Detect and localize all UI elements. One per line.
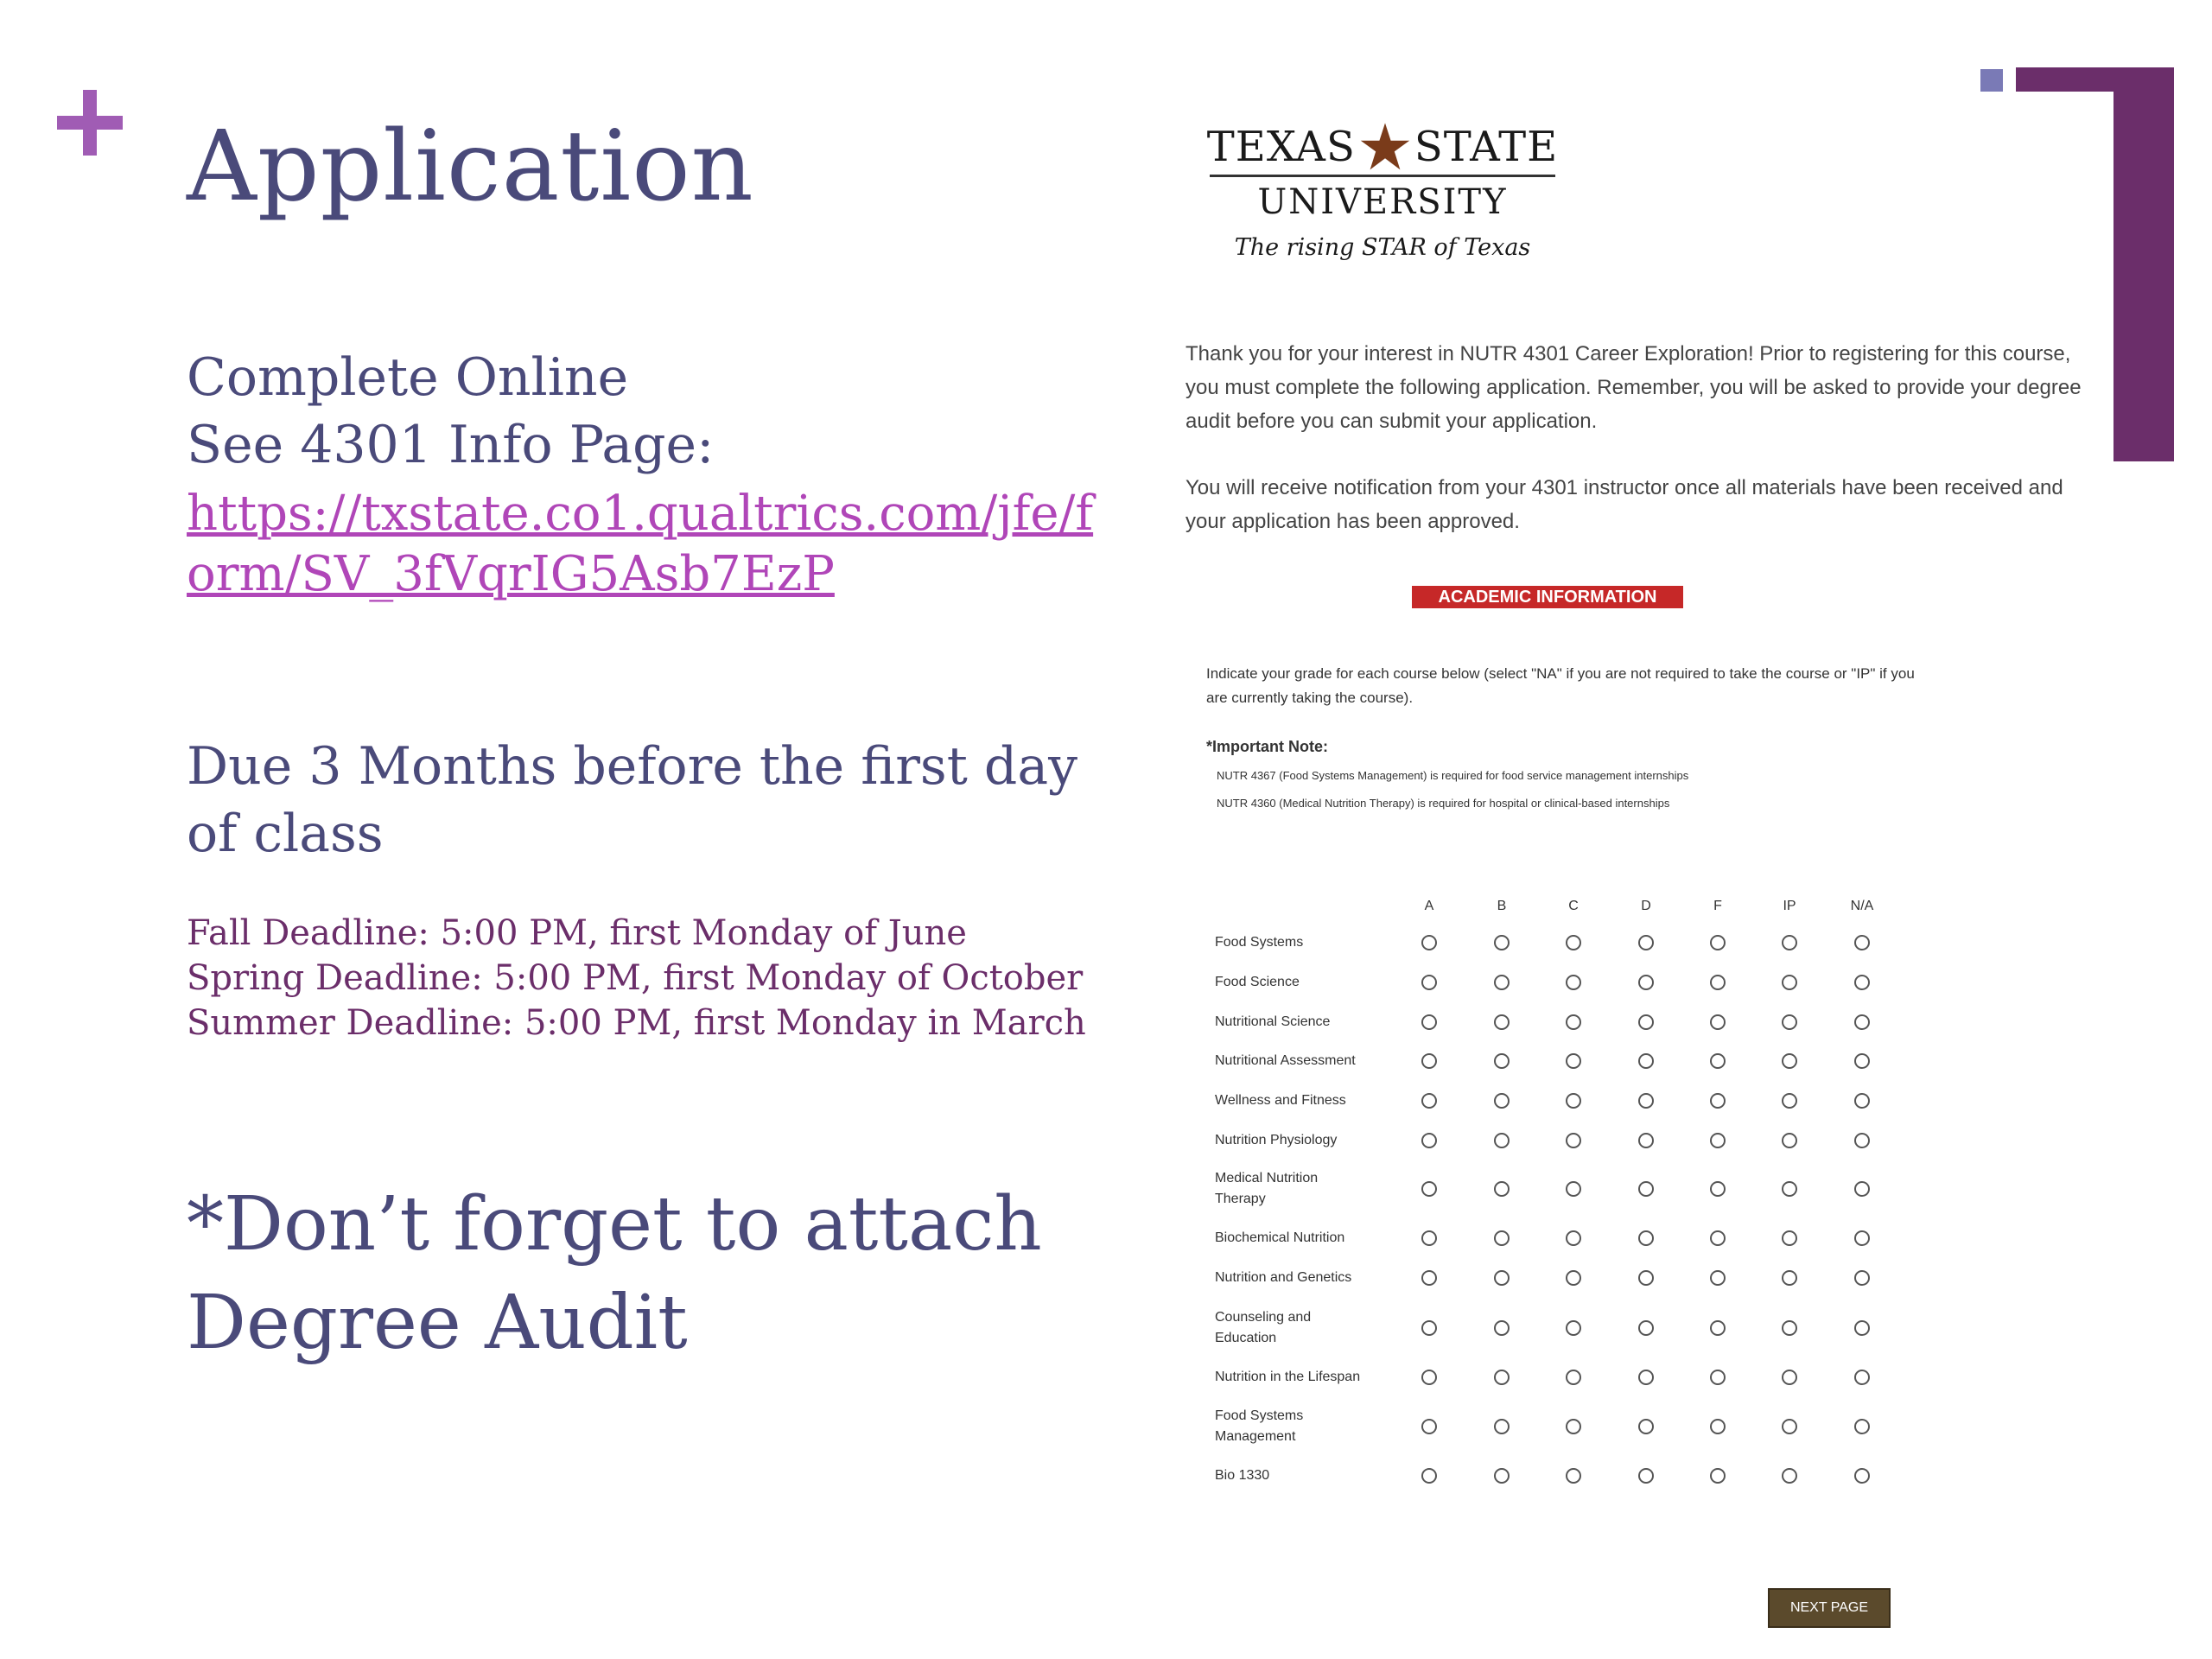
grade-radio[interactable] — [1710, 1419, 1726, 1434]
grade-column-header: A — [1424, 899, 1434, 913]
logo-tagline: The rising STAR of Texas — [1234, 234, 1531, 261]
grade-radio[interactable] — [1710, 1320, 1726, 1336]
course-label: Medical Nutrition Therapy — [1215, 1171, 1319, 1206]
grade-radio[interactable] — [1494, 935, 1510, 950]
online-line-2: See 4301 Info Page: — [187, 415, 715, 475]
grade-radio[interactable] — [1494, 1014, 1510, 1030]
grade-column-header: F — [1713, 899, 1722, 913]
grade-radio[interactable] — [1782, 1093, 1797, 1109]
grade-radio[interactable] — [1566, 1320, 1581, 1336]
grade-radio[interactable] — [1421, 1419, 1437, 1434]
next-page-button[interactable]: NEXT PAGE — [1768, 1588, 1891, 1628]
grade-radio[interactable] — [1421, 1181, 1437, 1197]
grade-radio[interactable] — [1566, 1468, 1581, 1484]
due-text: Due 3 Months before the first day of class — [187, 736, 1077, 864]
intro-paragraph-2: You will receive notification from your 4301 instructor once all materials have been received and your application has been approved. — [1185, 476, 2063, 533]
logo-word-texas: TEXAS — [1206, 123, 1356, 171]
grade-radio[interactable] — [1710, 935, 1726, 950]
grade-radio[interactable] — [1566, 1053, 1581, 1069]
grade-column-header: C — [1568, 899, 1579, 913]
grade-radio[interactable] — [1421, 1320, 1437, 1336]
grade-radio[interactable] — [1421, 935, 1437, 950]
grade-radio[interactable] — [1638, 975, 1654, 990]
important-note-2: NUTR 4360 (Medical Nutrition Therapy) is required for hospital or clinical-based internships — [1217, 797, 1670, 810]
grade-column-header: N/A — [1850, 899, 1874, 913]
online-instructions — [187, 344, 714, 479]
grade-radio[interactable] — [1421, 1468, 1437, 1484]
grade-radio[interactable] — [1710, 1370, 1726, 1385]
grade-radio[interactable] — [1421, 1093, 1437, 1109]
grade-radio[interactable] — [1566, 1270, 1581, 1286]
grade-radio[interactable] — [1782, 1053, 1797, 1069]
grade-radio[interactable] — [1782, 1014, 1797, 1030]
grade-radio[interactable] — [1638, 1419, 1654, 1434]
grade-radio[interactable] — [1566, 975, 1581, 990]
grade-radio[interactable] — [1494, 1093, 1510, 1109]
deadlines-list — [187, 911, 1086, 1046]
section-header: ACADEMIC INFORMATION — [1412, 586, 1683, 608]
slide-title: Application — [187, 111, 754, 223]
grade-radio[interactable] — [1566, 1370, 1581, 1385]
grade-radio[interactable] — [1710, 1270, 1726, 1286]
grade-radio[interactable] — [1782, 1133, 1797, 1148]
course-label: Nutritional Science — [1215, 1014, 1331, 1029]
grade-radio[interactable] — [1421, 1133, 1437, 1148]
grade-radio[interactable] — [1566, 1419, 1581, 1434]
grade-radio[interactable] — [1710, 1181, 1726, 1197]
grade-radio[interactable] — [1710, 975, 1726, 990]
course-label: Food Systems Management — [1215, 1408, 1304, 1444]
grade-radio[interactable] — [1638, 1370, 1654, 1385]
grade-radio[interactable] — [1710, 1053, 1726, 1069]
logo-word-state: STATE — [1414, 123, 1559, 171]
grade-radio[interactable] — [1566, 935, 1581, 950]
grade-radio[interactable] — [1638, 1053, 1654, 1069]
course-label: Nutrition Physiology — [1215, 1133, 1338, 1147]
grade-radio[interactable] — [1854, 1053, 1870, 1069]
grade-radio[interactable] — [1494, 1270, 1510, 1286]
grade-radio[interactable] — [1421, 1230, 1437, 1246]
grade-radio[interactable] — [1782, 935, 1797, 950]
grade-radio[interactable] — [1638, 1093, 1654, 1109]
grade-radio[interactable] — [1421, 1270, 1437, 1286]
grade-radio[interactable] — [1854, 1270, 1870, 1286]
grade-radio[interactable] — [1710, 1093, 1726, 1109]
grade-radio[interactable] — [1421, 1053, 1437, 1069]
deadline-summer: Summer Deadline: 5:00 PM, first Monday in March — [187, 1003, 1086, 1043]
grade-radio[interactable] — [1782, 1270, 1797, 1286]
grade-radio[interactable] — [1854, 1230, 1870, 1246]
grade-radio[interactable] — [1494, 1419, 1510, 1434]
grade-radio[interactable] — [1854, 935, 1870, 950]
grade-radio[interactable] — [1494, 975, 1510, 990]
course-label: Nutrition and Genetics — [1215, 1270, 1352, 1285]
grade-radio[interactable] — [1566, 1181, 1581, 1197]
grade-radio[interactable] — [1854, 1014, 1870, 1030]
attach-reminder: *Don’t forget to attach Degree Audit — [187, 1181, 1042, 1366]
grade-radio[interactable] — [1494, 1320, 1510, 1336]
grade-radio[interactable] — [1566, 1014, 1581, 1030]
grade-radio[interactable] — [1710, 1014, 1726, 1030]
grade-radio[interactable] — [1710, 1230, 1726, 1246]
deadline-spring: Spring Deadline: 5:00 PM, first Monday of October — [187, 958, 1084, 998]
grade-column-header: IP — [1783, 899, 1796, 913]
grade-radio[interactable] — [1638, 1014, 1654, 1030]
grade-radio[interactable] — [1854, 1133, 1870, 1148]
form-intro — [1185, 337, 2093, 571]
important-note-heading: *Important Note: — [1206, 738, 1328, 755]
grade-radio[interactable] — [1421, 1014, 1437, 1030]
grade-radio[interactable] — [1638, 1181, 1654, 1197]
course-label: Wellness and Fitness — [1215, 1093, 1346, 1108]
grade-radio[interactable] — [1854, 1181, 1870, 1197]
intro-paragraph-1: Thank you for your interest in NUTR 4301 Career Exploration! Prior to registering for this course, you must complete the following application. Remember, you will be asked to provide your degree audit before you can submit your application. — [1185, 342, 2082, 433]
grade-radio[interactable] — [1854, 1370, 1870, 1385]
grade-radio[interactable] — [1782, 1181, 1797, 1197]
grade-radio[interactable] — [1782, 975, 1797, 990]
grade-radio[interactable] — [1566, 1230, 1581, 1246]
grade-radio[interactable] — [1638, 1320, 1654, 1336]
grade-column-header: D — [1641, 899, 1651, 913]
grade-radio[interactable] — [1494, 1230, 1510, 1246]
application-link[interactable]: https://txstate.co1.qualtrics.com/jfe/form/SV_3fVqrIG5Asb7EzP — [187, 486, 1094, 602]
course-label: Counseling and Education — [1215, 1310, 1312, 1345]
plus-decoration-icon — [57, 90, 123, 156]
grade-radio[interactable] — [1638, 1230, 1654, 1246]
grade-radio[interactable] — [1421, 1370, 1437, 1385]
decorative-square — [1980, 69, 2003, 92]
grade-radio[interactable] — [1782, 1230, 1797, 1246]
grade-radio[interactable] — [1710, 1468, 1726, 1484]
grade-radio[interactable] — [1638, 1270, 1654, 1286]
grade-radio[interactable] — [1854, 1320, 1870, 1336]
star-icon — [1359, 121, 1411, 173]
grade-radio[interactable] — [1566, 1133, 1581, 1148]
grade-radio[interactable] — [1494, 1133, 1510, 1148]
grade-radio[interactable] — [1638, 1133, 1654, 1148]
online-line-1: Complete Online — [187, 347, 629, 408]
grade-radio[interactable] — [1638, 935, 1654, 950]
grade-column-header: B — [1497, 899, 1507, 913]
grade-radio[interactable] — [1854, 1468, 1870, 1484]
grade-radio[interactable] — [1854, 1093, 1870, 1109]
important-note-1: NUTR 4367 (Food Systems Management) is required for food service management internships — [1217, 769, 1689, 782]
course-label: Biochemical Nutrition — [1215, 1230, 1345, 1245]
grade-radio[interactable] — [1494, 1053, 1510, 1069]
course-label: Food Science — [1215, 975, 1300, 989]
course-label: Bio 1330 — [1215, 1468, 1270, 1483]
grade-radio[interactable] — [1710, 1133, 1726, 1148]
grade-radio[interactable] — [1854, 1419, 1870, 1434]
course-label: Food Systems — [1215, 935, 1304, 950]
grade-instructions: Indicate your grade for each course below (select "NA" if you are not required to take the course or "IP" if you are currently taking the course). — [1206, 665, 1915, 706]
course-label: Nutritional Assessment — [1215, 1053, 1356, 1068]
grade-radio[interactable] — [1566, 1093, 1581, 1109]
deadline-fall: Fall Deadline: 5:00 PM, first Monday of June — [187, 913, 967, 953]
grade-radio[interactable] — [1782, 1468, 1797, 1484]
grade-radio[interactable] — [1782, 1320, 1797, 1336]
course-label: Nutrition in the Lifespan — [1215, 1370, 1361, 1384]
university-logo — [1201, 121, 1564, 276]
logo-university: UNIVERSITY — [1257, 182, 1508, 222]
grade-radio[interactable] — [1638, 1468, 1654, 1484]
grade-radio[interactable] — [1494, 1468, 1510, 1484]
grade-radio[interactable] — [1782, 1370, 1797, 1385]
grade-radio[interactable] — [1782, 1419, 1797, 1434]
grade-radio[interactable] — [1421, 975, 1437, 990]
grade-radio[interactable] — [1494, 1370, 1510, 1385]
grade-radio[interactable] — [1494, 1181, 1510, 1197]
grade-radio[interactable] — [1854, 975, 1870, 990]
